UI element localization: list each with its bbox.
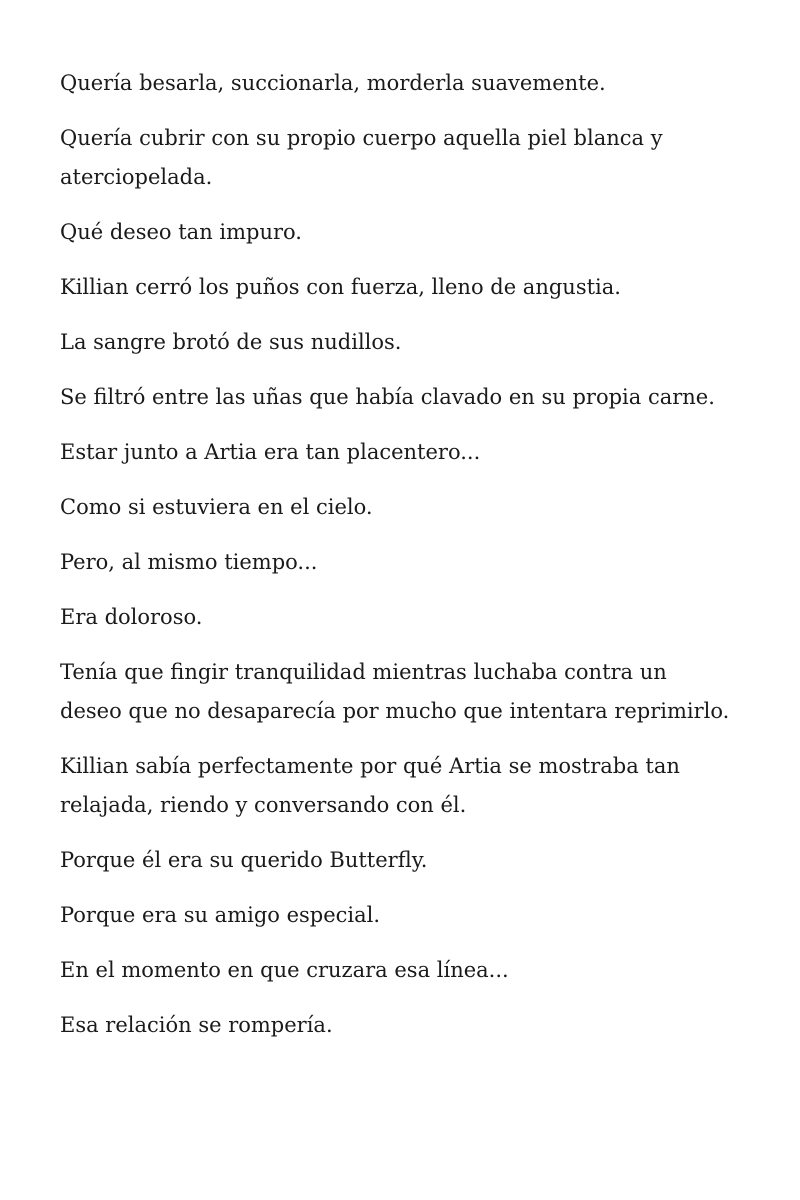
paragraph: Porque él era su querido Butterfly. <box>60 848 428 872</box>
paragraph: Como si estuviera en el cielo. <box>60 495 373 519</box>
paragraph: Esa relación se rompería. <box>60 1013 333 1037</box>
paragraph: Porque era su amigo especial. <box>60 903 381 927</box>
paragraph: Estar junto a Artia era tan placentero... <box>60 440 481 464</box>
paragraph: Pero, al mismo tiempo... <box>60 550 318 574</box>
paragraph: En el momento en que cruzara esa línea... <box>60 958 509 982</box>
document-body <box>60 64 732 1061</box>
paragraph: La sangre brotó de sus nudillos. <box>60 330 402 354</box>
paragraph: Killian cerró los puños con fuerza, lleno de angustia. <box>60 275 621 299</box>
paragraph: Qué deseo tan impuro. <box>60 220 302 244</box>
paragraph: Tenía que fingir tranquilidad mientras luchaba contra un deseo que no desaparecía por mucho que intentara reprimirlo. <box>60 660 730 723</box>
paragraph: Era doloroso. <box>60 605 203 629</box>
paragraph: Se filtró entre las uñas que había clavado en su propia carne. <box>60 385 715 409</box>
paragraph: Quería cubrir con su propio cuerpo aquella piel blanca y aterciopelada. <box>60 126 663 189</box>
paragraph: Quería besarla, succionarla, morderla suavemente. <box>60 71 606 95</box>
paragraph: Killian sabía perfectamente por qué Artia se mostraba tan relajada, riendo y conversando con él. <box>60 754 680 817</box>
